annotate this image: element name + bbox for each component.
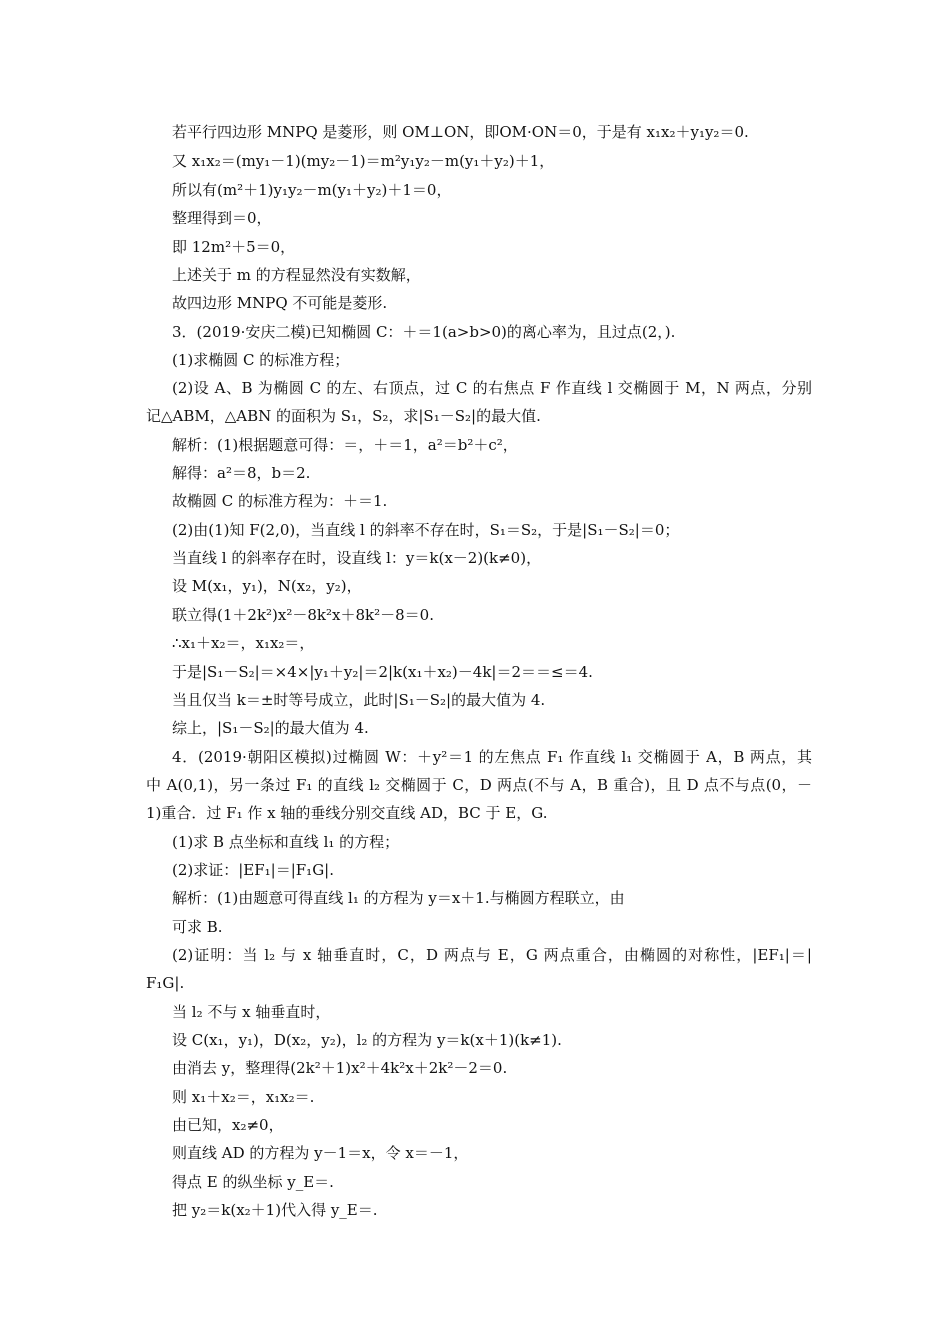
text-line: 当直线 l 的斜率存在时，设直线 l：y＝k(x－2)(k≠0)，: [172, 549, 542, 567]
text-line: 可求 B.: [172, 918, 223, 936]
text-line: (2)证明：当 l₂ 与 x 轴垂直时，C，D 两点与 E，G 两点重合，由椭圆的对称性，|EF₁|＝|: [172, 946, 812, 964]
text-line: 当且仅当 k＝±时等号成立，此时|S₁－S₂|的最大值为 4.: [172, 691, 546, 709]
text-line: ∴x₁＋x₂＝，x₁x₂＝，: [172, 634, 315, 652]
text-line: 由消去 y，整理得(2k²＋1)x²＋4k²x＋2k²－2＝0.: [172, 1059, 508, 1077]
text-line: 设 C(x₁，y₁)，D(x₂，y₂)，l₂ 的方程为 y＝k(x＋1)(k≠1).: [172, 1031, 562, 1049]
text-line: (1)求 B 点坐标和直线 l₁ 的方程；: [172, 833, 400, 851]
solution-heading: 解析：(1)根据题意可得：＝，＋＝1，a²＝b²＋c²，: [172, 436, 518, 454]
text-line: (1)求椭圆 C 的标准方程；: [172, 351, 350, 369]
text-line: 则直线 AD 的方程为 y－1＝x，令 x＝－1，: [172, 1144, 469, 1162]
text-line: (2)设 A、B 为椭圆 C 的左、右顶点，过 C 的右焦点 F 作直线 l 交椭圆于 M，N 两点，分别: [172, 379, 812, 397]
text-line: 上述关于 m 的方程显然没有实数解，: [172, 266, 421, 284]
text-line: 解得：a²＝8，b＝2.: [172, 464, 311, 482]
text-line: 设 M(x₁，y₁)，N(x₂，y₂)，: [172, 577, 362, 595]
text-line: 记△ABM，△ABN 的面积为 S₁，S₂，求|S₁－S₂|的最大值.: [146, 407, 541, 425]
problem-4-statement: 4．(2019·朝阳区模拟)过椭圆 W：＋y²＝1 的左焦点 F₁ 作直线 l₁ 交椭圆于 A，B 两点，其: [172, 748, 812, 766]
text-line: 又 x₁x₂＝(my₁－1)(my₂－1)＝m²y₁y₂－m(y₁＋y₂)＋1，: [172, 152, 555, 170]
text-line: 1)重合．过 F₁ 作 x 轴的垂线分别交直线 AD，BC 于 E，G.: [146, 804, 548, 822]
text-line: 联立得(1＋2k²)x²－8k²x＋8k²－8＝0.: [172, 606, 434, 624]
text-line: 当 l₂ 不与 x 轴垂直时，: [172, 1003, 331, 1021]
text-line: 则 x₁＋x₂＝，x₁x₂＝.: [172, 1088, 315, 1106]
text-line: 得点 E 的纵坐标 y_E＝.: [172, 1173, 334, 1191]
text-line: F₁G|.: [146, 974, 185, 992]
text-line: (2)由(1)知 F(2,0)，当直线 l 的斜率不存在时，S₁＝S₂，于是|S₁－S₂|＝0；: [172, 521, 680, 539]
problem-3-statement: 3．(2019·安庆二模)已知椭圆 C：＋＝1(a>b>0)的离心率为，且过点(2，).: [172, 323, 676, 341]
text-line: 故椭圆 C 的标准方程为：＋＝1.: [172, 492, 388, 510]
text-line: 即 12m²＋5＝0，: [172, 238, 296, 256]
text-line: (2)求证：|EF₁|＝|F₁G|.: [172, 861, 335, 879]
text-line: 若平行四边形 MNPQ 是菱形，则 OM⊥ON，即OM·ON＝0，于是有 x₁x₂＋y₁y₂＝0.: [172, 123, 749, 141]
text-line: 由已知，x₂≠0，: [172, 1116, 284, 1134]
text-line: 中 A(0,1)，另一条过 F₁ 的直线 l₂ 交椭圆于 C，D 两点(不与 A，B 重合)，且 D 点不与点(0，－: [146, 776, 812, 794]
text-line: 于是|S₁－S₂|＝×4×|y₁＋y₂|＝2|k(x₁＋x₂)－4k|＝2＝＝≤＝4.: [172, 663, 593, 681]
solution-heading: 解析：(1)由题意可得直线 l₁ 的方程为 y＝x＋1.与椭圆方程联立，由: [172, 889, 625, 907]
text-line: 把 y₂＝k(x₂＋1)代入得 y_E＝.: [172, 1201, 378, 1219]
text-line: 综上，|S₁－S₂|的最大值为 4.: [172, 719, 369, 737]
text-line: 整理得到＝0，: [172, 209, 272, 227]
text-line: 故四边形 MNPQ 不可能是菱形.: [172, 294, 388, 312]
text-line: 所以有(m²＋1)y₁y₂－m(y₁＋y₂)＋1＝0，: [172, 181, 452, 199]
